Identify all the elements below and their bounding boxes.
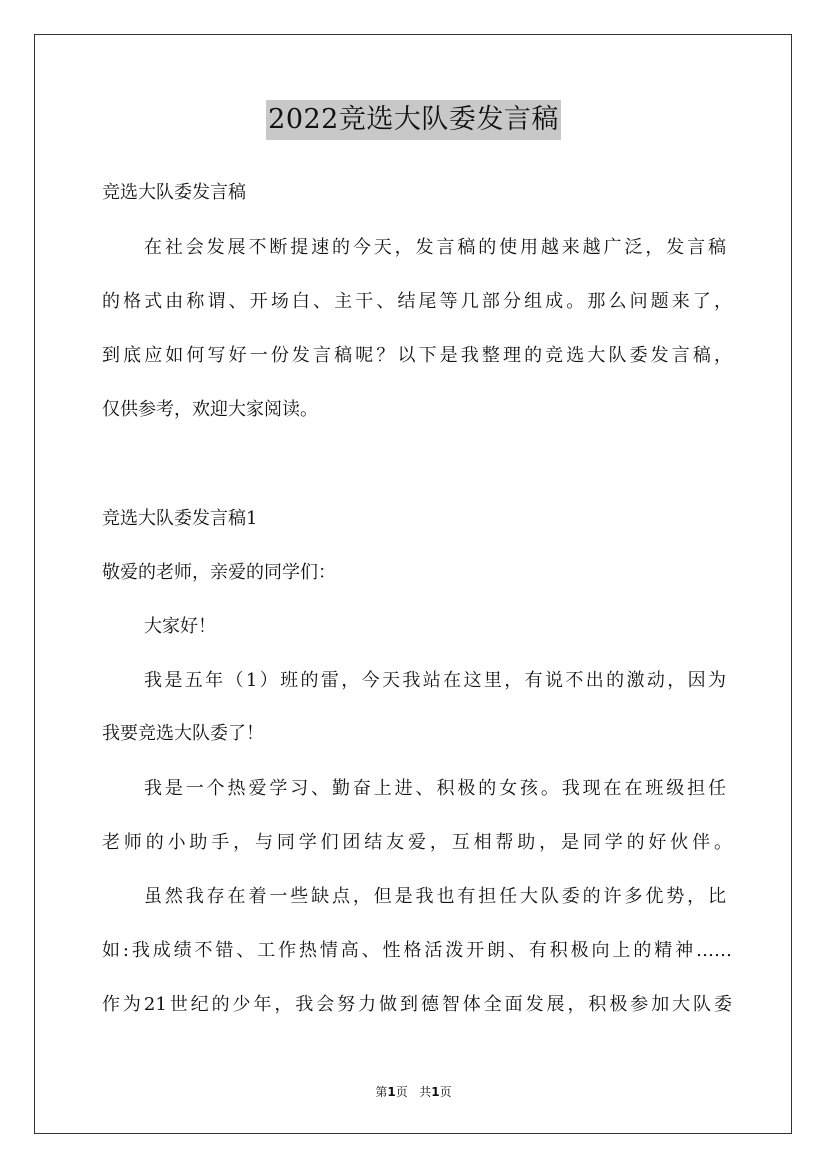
intro-paragraph-line-3: 到底应如何写好一份发言稿呢？以下是我整理的竞选大队委发言稿，	[102, 345, 732, 366]
page-current-number: 1	[387, 1085, 396, 1099]
salutation-line: 敬爱的老师，亲爱的同学们：	[102, 562, 336, 583]
body-paragraph-3-line-3: 作为21世纪的少年，我会努力做到德智体全面发展，积极参加大队委	[102, 994, 732, 1015]
total-pages-number: 1	[431, 1085, 440, 1099]
body-paragraph-2-line-1: 我是一个热爱学习、勤奋上进、积极的女孩。我现在在班级担任	[144, 778, 726, 799]
page-suffix: 页	[395, 1085, 408, 1099]
body-paragraph-2-line-2: 老师的小助手，与同学们团结友爱，互相帮助，是同学的好伙伴。	[102, 832, 732, 853]
intro-paragraph-line-1: 在社会发展不断提速的今天，发言稿的使用越来越广泛，发言稿	[144, 237, 726, 258]
total-suffix: 页	[439, 1085, 452, 1099]
greeting-line: 大家好！	[144, 616, 216, 637]
body-paragraph-3-line-1: 虽然我存在着一些缺点，但是我也有担任大队委的许多优势，比	[144, 886, 726, 907]
subtitle-line: 竞选大队委发言稿	[102, 182, 246, 203]
body-paragraph-1-line-2: 我要竞选大队委了！	[102, 723, 264, 744]
intro-paragraph-line-2: 的格式由称谓、开场白、主干、结尾等几部分组成。那么问题来了，	[102, 291, 732, 312]
page-prefix: 第	[375, 1085, 388, 1099]
section-heading: 竞选大队委发言稿1	[102, 508, 258, 529]
body-paragraph-3-line-2: 如:我成绩不错、工作热情高、性格活泼开朗、有积极向上的精神……	[102, 940, 732, 961]
body-paragraph-1-line-1: 我是五年（1）班的雷，今天我站在这里，有说不出的激动，因为	[144, 670, 726, 691]
page-footer	[0, 1083, 827, 1101]
intro-paragraph-line-4: 仅供参考，欢迎大家阅读。	[102, 399, 318, 420]
title-container	[0, 100, 827, 140]
total-prefix: 共	[419, 1085, 432, 1099]
document-title: 2022竞选大队委发言稿	[266, 100, 561, 140]
